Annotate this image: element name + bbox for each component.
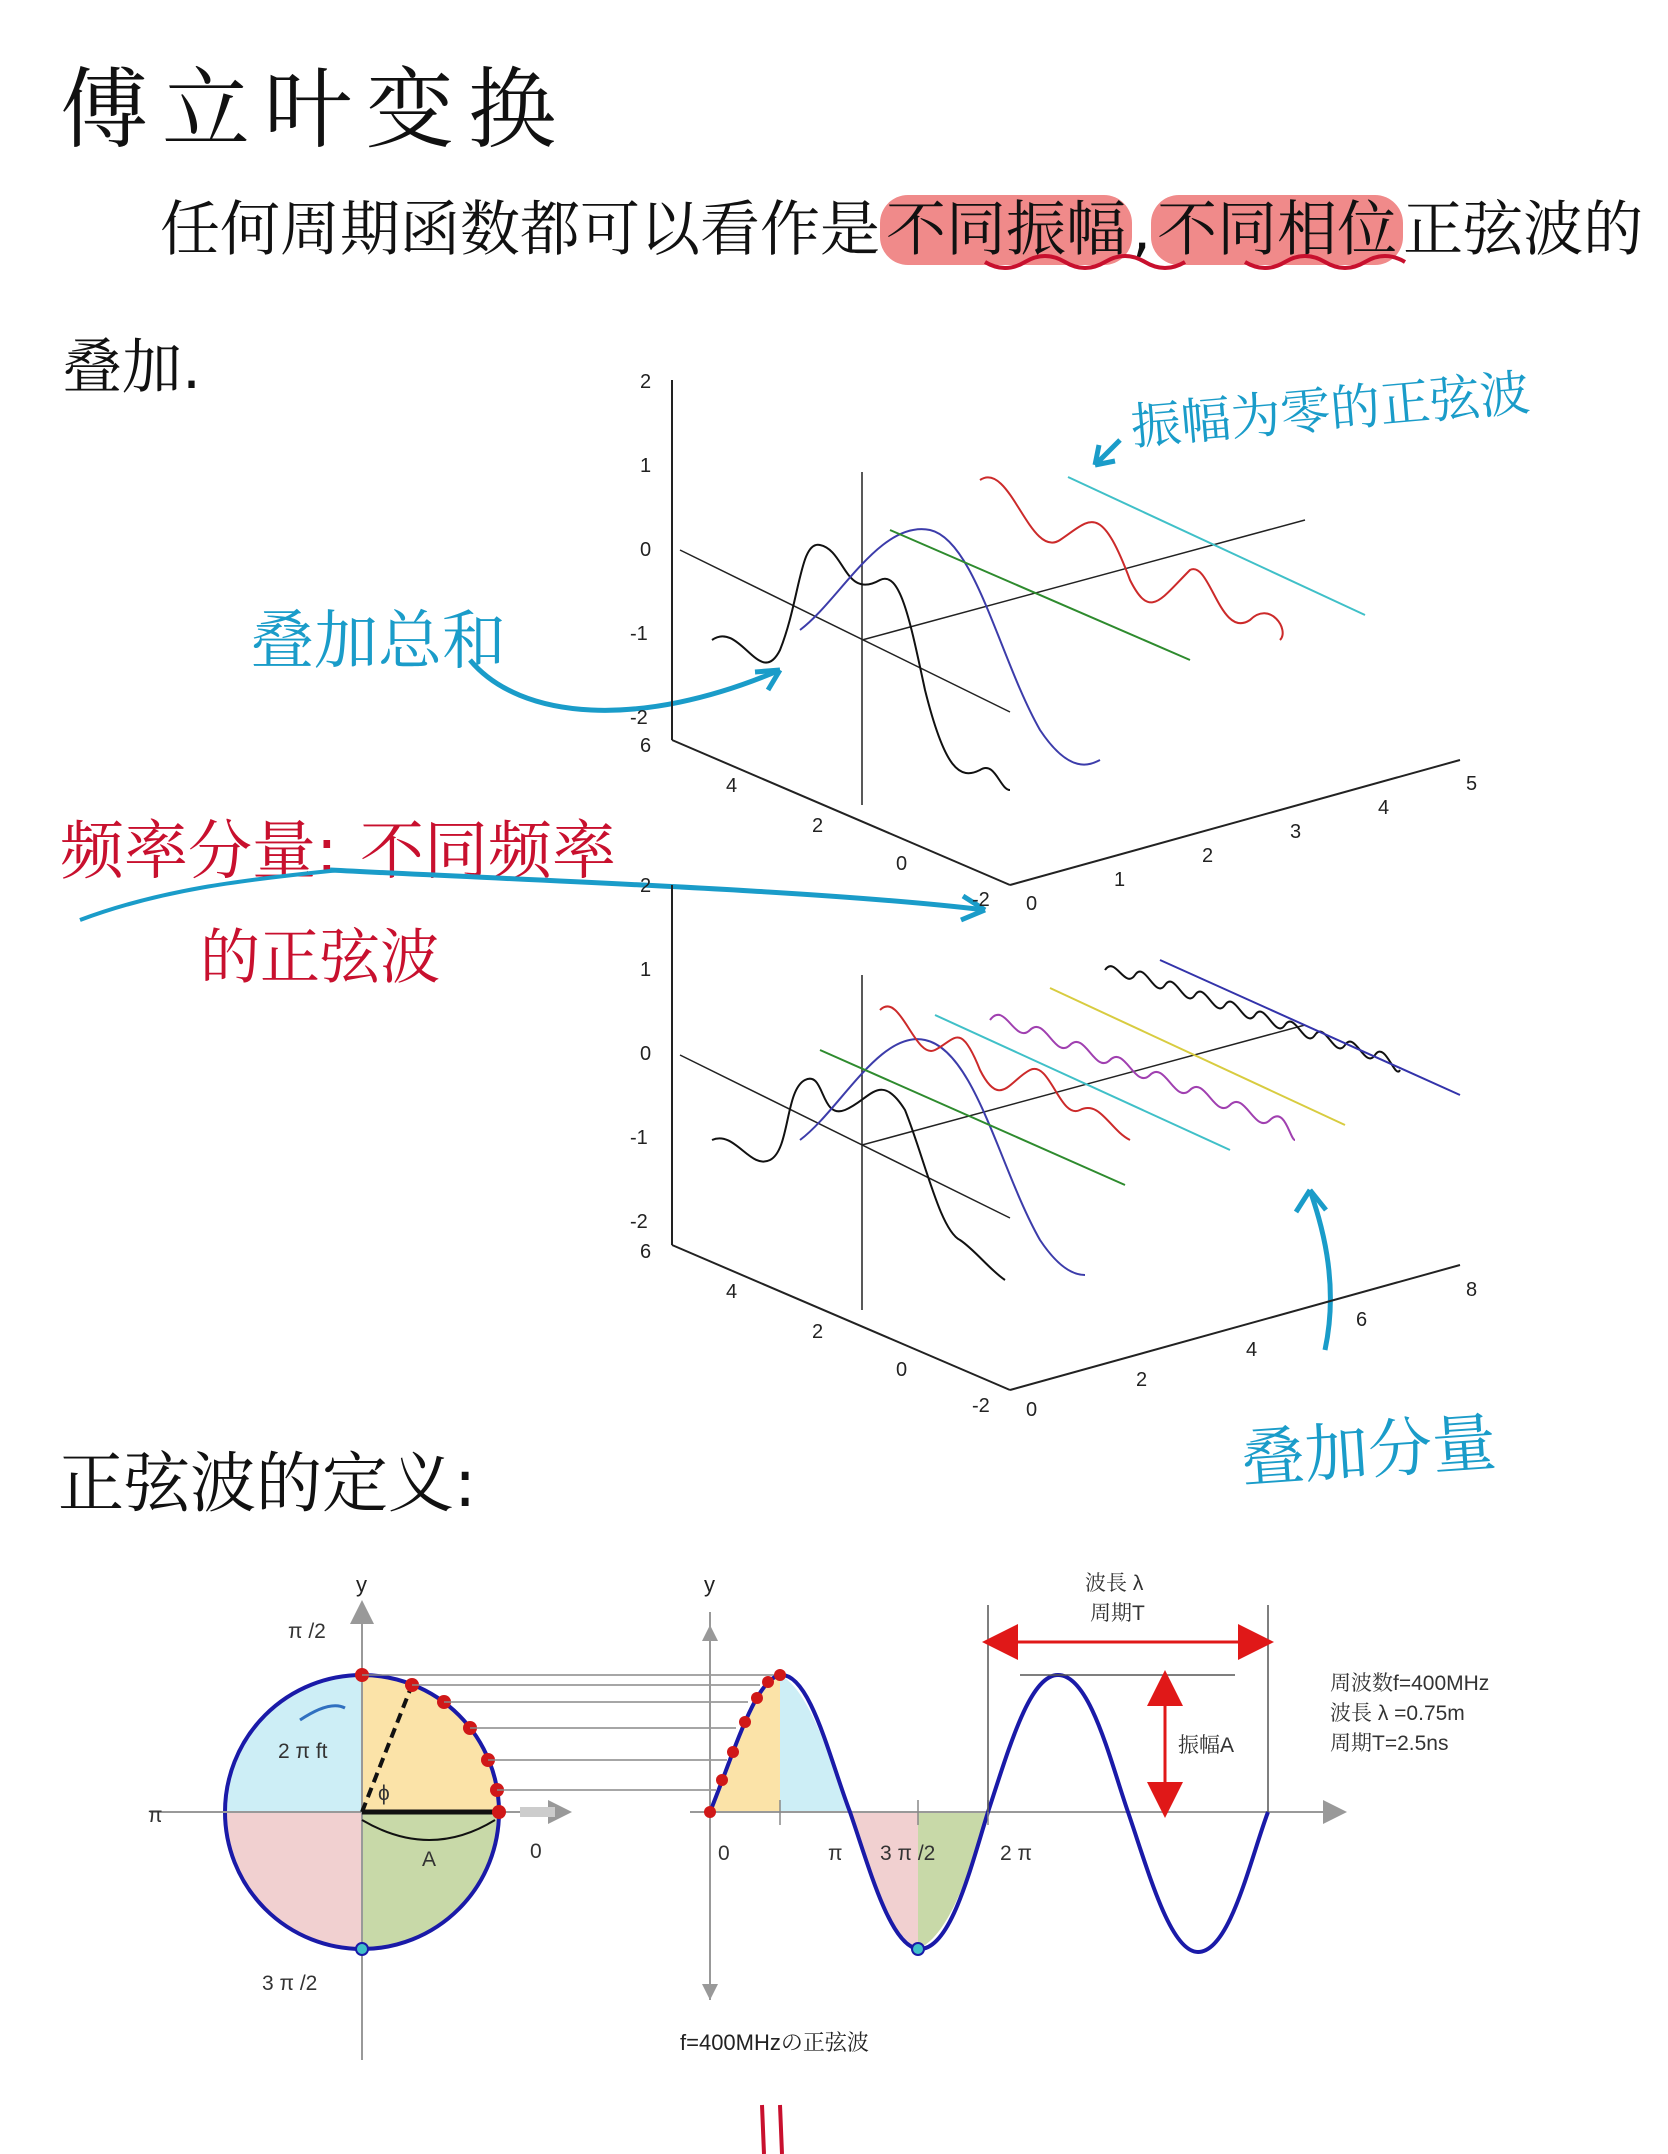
x-tick: 4 xyxy=(1246,1339,1258,1361)
depth-tick: 6 xyxy=(640,735,652,757)
wave-plot xyxy=(680,1572,1489,2055)
wavelength-label: 波長 λ xyxy=(1085,1572,1144,1595)
depth-tick: 2 xyxy=(812,815,824,837)
x-tick: 5 xyxy=(1466,773,1478,795)
z-tick: 0 xyxy=(640,1043,652,1065)
wave-fill-q4 xyxy=(918,1812,988,1949)
x-tick: 3 xyxy=(1290,821,1302,843)
annotation-zero-amplitude: 振幅为零的正弦波 xyxy=(1128,363,1533,457)
z-tick: 2 xyxy=(640,875,652,897)
label-A: A xyxy=(422,1848,437,1871)
wave-y-label: y xyxy=(704,1572,715,1597)
depth-tick: 4 xyxy=(726,1281,738,1303)
section-sine-definition: 正弦波的定义: xyxy=(58,1445,477,1522)
z-tick: 2 xyxy=(640,371,652,393)
annotation-sine-wave: 的正弦波 xyxy=(200,923,440,993)
highlight-different-amplitude: 不同振幅 xyxy=(880,195,1132,265)
z-tick: -1 xyxy=(630,1127,648,1149)
z-tick: -2 xyxy=(630,1211,648,1233)
x-tick: 2 xyxy=(1202,845,1214,867)
z-tick: 0 xyxy=(640,539,652,561)
label-2pi-ft: 2 π ft xyxy=(278,1740,328,1763)
info-frequency: 周波数f=400MHz xyxy=(1330,1672,1490,1695)
wave-label-pi: π xyxy=(828,1842,843,1865)
wave-fill-q3 xyxy=(850,1812,918,1949)
z-tick: -1 xyxy=(630,623,648,645)
wave-fill-q1 xyxy=(710,1675,780,1812)
amplitude-label: 振幅A xyxy=(1178,1734,1235,1757)
circle-y-label: y xyxy=(356,1572,367,1597)
figure-caption: f=400MHzの正弦波 xyxy=(680,2030,869,2055)
x-tick: 1 xyxy=(1114,869,1126,891)
wave-label-3pi-half: 3 π /2 xyxy=(880,1842,936,1865)
wave-label-2pi: 2 π xyxy=(1000,1842,1033,1865)
note-line1-comma: , xyxy=(1132,195,1152,265)
note-line2: 叠加. xyxy=(62,333,202,403)
highlight-different-phase: 不同相位 xyxy=(1151,195,1403,265)
note-line1-suffix: 正弦波的 xyxy=(1403,195,1644,265)
x-tick: 6 xyxy=(1356,1309,1368,1331)
z-tick: -2 xyxy=(630,707,648,729)
z-tick: 1 xyxy=(640,455,652,477)
x-tick: 0 xyxy=(1026,893,1038,915)
annotation-freq-component: 频率分量: xyxy=(60,815,338,889)
x-tick: 0 xyxy=(1026,1399,1038,1421)
wave-label-zero: 0 xyxy=(718,1842,730,1865)
depth-tick: 2 xyxy=(812,1321,824,1343)
depth-tick: -2 xyxy=(972,889,990,911)
unit-circle xyxy=(148,1572,560,2060)
x-tick: 8 xyxy=(1466,1279,1478,1301)
depth-tick: 0 xyxy=(896,853,908,875)
label-zero: 0 xyxy=(530,1840,542,1863)
x-tick: 2 xyxy=(1136,1369,1148,1391)
period-label: 周期T xyxy=(1090,1602,1145,1625)
depth-tick: 6 xyxy=(640,1241,652,1263)
note-title: 傅立叶变换 xyxy=(60,58,571,161)
annotation-different-frequency: 不同频率 xyxy=(360,815,616,889)
label-3pi-half: 3 π /2 xyxy=(262,1972,318,1995)
annotation-sum: 叠加总和 xyxy=(250,605,506,679)
annotation-component: 叠加分量 xyxy=(1238,1406,1499,1498)
info-wavelength: 波長 λ =0.75m xyxy=(1330,1702,1465,1725)
depth-tick: 4 xyxy=(726,775,738,797)
depth-tick: -2 xyxy=(972,1395,990,1417)
label-pi-half: π /2 xyxy=(288,1620,326,1643)
z-tick: 1 xyxy=(640,959,652,981)
x-tick: 4 xyxy=(1378,797,1390,819)
wave-fill-q2 xyxy=(780,1675,850,1812)
note-line1-prefix: 任何周期函数都可以看作是 xyxy=(160,195,880,265)
label-pi: π xyxy=(148,1804,163,1827)
depth-tick: 0 xyxy=(896,1359,908,1381)
label-phi: ϕ xyxy=(378,1782,390,1805)
info-period: 周期T=2.5ns xyxy=(1330,1732,1449,1755)
